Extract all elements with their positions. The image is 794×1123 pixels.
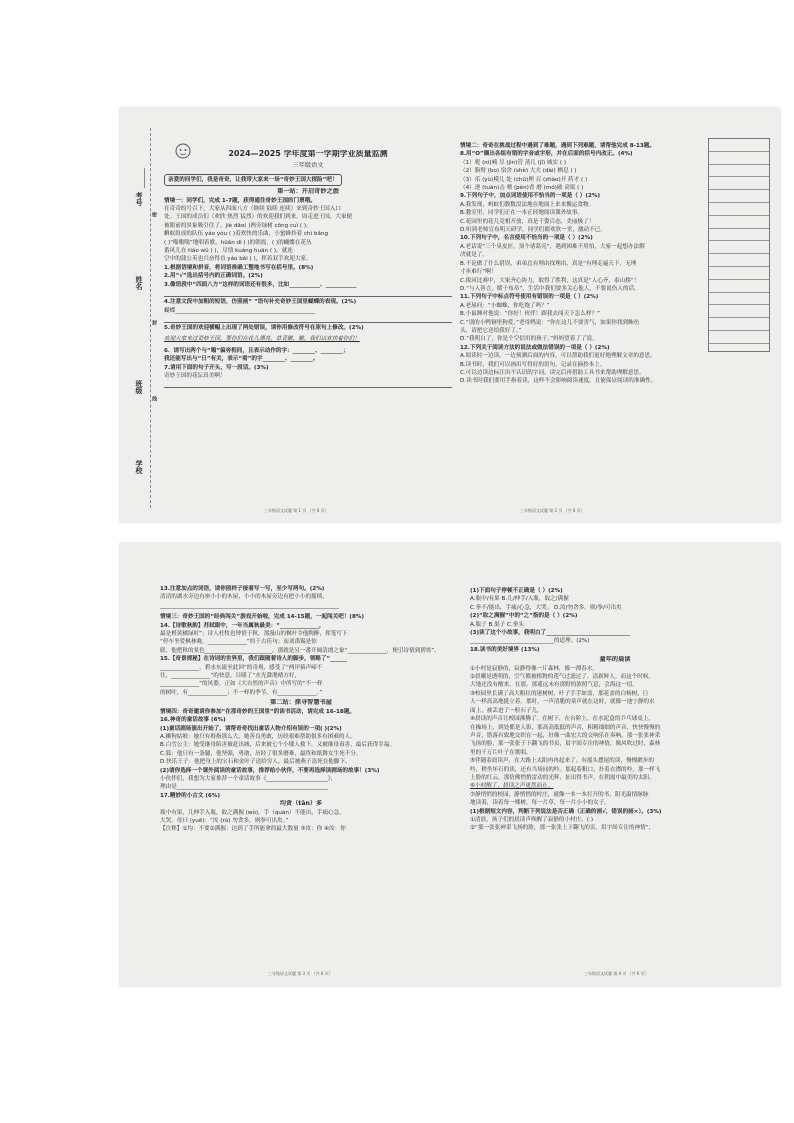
reading-line: 人一样高高地挺立着。那时，一声清脆的童声就在这时，就像一池宁静的水	[470, 699, 655, 706]
side-label-name: 姓名	[135, 276, 143, 290]
question-11: 11.下列句子中标点符号使用有错误的一项是（ ）(2%)	[460, 294, 599, 301]
answer-line[interactable]: ________________________________________________________________	[160, 602, 339, 609]
question-3: 3.像语段中“四面八方”这样的词语还有很多，比如___________、___________	[164, 281, 357, 288]
option-line: D.读书时我们要用手指着读，这样不会影响阅读速度，且能保证阅读的准确性。	[460, 378, 657, 385]
question-12: 12.下列关于阅读方法的说法或做法错误的一项是（ ）(2%)	[460, 344, 610, 351]
reading-line: ⑥小村醒了，晨读之声更然而止。	[470, 783, 554, 790]
classical-text-title: 均贪（tān）多	[279, 800, 323, 808]
score-cell	[709, 254, 769, 267]
question-5: 5.奇妙王国的欢迎横幅上出现了两处错误，请你用修改符号在原句上修改。(2%)	[164, 324, 364, 331]
judgement-line: ②“那一张张神采飞扬的脸，那一张张上下翻飞的页，眉宇间专注的神情”，	[470, 825, 655, 832]
passage-line: 联，他把秋的景色________________________，那就是另一番开阔清朗之象“______________，便引诗情到碧霄”。	[160, 647, 440, 654]
option-line: （4）逐 (tuān)击 喷 (pèn)香 磨 (mó)破 高梁 ( )	[460, 185, 584, 192]
page-3	[150, 543, 450, 986]
page-4-content	[470, 587, 760, 833]
passage-line: 番风儿在 tiáo wǔ ( )，尽情 kuáng huān ( )，就连	[164, 248, 293, 255]
recommend-line[interactable]: 小伙伴们，我想为大家推荐一个童话故事《______________________》，	[160, 775, 337, 782]
question-16: 16.神奇的童话故事 (6%)	[160, 717, 226, 724]
score-table	[708, 138, 770, 352]
passage-line: 的树叶，有______________；不一样的季节，有______________。”	[160, 689, 323, 696]
score-cell	[709, 229, 769, 242]
reading-line: 里的千万片叶子在歌唱。	[470, 749, 532, 756]
reading-line: 面上，被丢进了一粒石子儿。	[470, 707, 543, 714]
question-13: 13.注意加点的词语，请你照样子接着写一写，至少写两句。(2%)	[160, 586, 325, 592]
option-line: （3）乐 (yù)模儿 处 (chǔ)理 召 (zhào)开 药才 ( )	[460, 176, 588, 183]
page-2-content	[460, 142, 706, 386]
passage-line: “停车坐爱枫林晚，______________”的千古佳句；而刘禹锡是惊	[160, 639, 317, 646]
reading-line: ④晨读的声音让校园沸腾了。在树下，在台阶上，在水泥盒的乒乓球桌上，	[470, 716, 655, 723]
question-16-2: (2)请你选择一个课外阅读的童话故事，推荐给小伙伴，不要再选择读剧场的故事！(3%)	[160, 767, 380, 774]
score-cell	[709, 165, 769, 178]
page-4-footer: 三年级语文试题 第 4 页 （共 6 页）	[584, 971, 649, 976]
passage-line: 空中的蒲公英也兴奋得直 yáo bǎi ( )，挥着双手欢迎大家。	[164, 256, 312, 263]
option-line: 决就是了。	[460, 252, 488, 259]
classical-text-line: 大哭。母曰 (yuē)：“汝 (rǔ) 勿贪多，则拳可出矣。”	[160, 817, 289, 824]
judgement-line: ①清晨，孩子们的晨读声唤醒了寂静的小村庄。( )	[470, 816, 594, 823]
passage-line: 最是橙黄橘绿时”；诗人杜牧也钟情于秋，那漫山的枫叶令他陶醉，挥笔写下	[160, 631, 348, 638]
passage-line: 在奇奇的号召下，大家从四面八方（继续 陆续 连续）来到奇妙王国入口	[164, 206, 341, 213]
greeting-box: 亲爱的同学们，我是奇奇，让我带大家来一场“奇妙王国大探险”吧！	[164, 174, 342, 186]
score-cell	[709, 344, 769, 356]
option-line: A.狮狗姑娘：她只有拇指那么大，她善良勇敢，历经艰难帮助很多有困难的人。	[160, 733, 356, 740]
question-8: 8.用“O”圈出各组有错的字音或字形，并在后面的括号内改正。(4%)	[460, 151, 633, 158]
reason-line[interactable]: 理由是______________________________________________________	[160, 784, 328, 791]
score-cell	[709, 152, 769, 165]
option-line: D.快乐王子：他把身上的宝石和金叶子送给穷人，最后被燕子冻死在他脚下。	[160, 759, 351, 766]
exam-title: 2024—2025 学年度第一学期学业质量监测	[228, 150, 388, 158]
reading-line: ②晨曦是透明的，空气都被植物的莲气过滤过了，清新鲜人。而这个时候，	[470, 674, 655, 681]
question-18-1: (1)根据短文内容，判断下列说法是否正确（正确的画√，错误的画×）。(3%)	[470, 808, 662, 815]
question-2: 2.用“√”选出括号内的正确词语。(2%)	[164, 273, 263, 280]
score-cell	[709, 331, 769, 344]
question-17: 17.精妙的小古文 (6%)	[160, 792, 221, 799]
scenario-2: 情境二：奇奇在挑战过程中遇到了难题，遇到下列难题，请帮他完成 8-13题。	[460, 143, 655, 149]
classical-text-line: 瓶中有果，儿伸手入瓶，取之满握 (wò)，手（quán）不能出，手痛心急，	[160, 809, 345, 816]
score-cell	[709, 318, 769, 331]
passage-line: ______________，碧水东流至此回”的奇观，感受了“两岸猿声啼不	[160, 664, 323, 671]
side-label-school: 学校	[135, 460, 143, 474]
question-7: 7.请用下面的句子开头，写一段话。(3%)	[164, 364, 269, 371]
passage-line: 被眼前的景象吸引住了。jiè dāo( )两旁绿树 cōng cuì ( )，	[164, 222, 312, 229]
side-label-class: 班级	[135, 380, 143, 394]
option-line: B.读书时，我们可以画出写得好的语句，记录在摘抄本上。	[460, 361, 606, 368]
option-line: B.小鼠睡对他说：“你好！伙伴！跟我去闯天下怎么样？”	[460, 311, 601, 318]
passage-line: ______________”的风姿。正如《大自然的声音》中所写的“不一样	[160, 681, 323, 688]
score-cell	[709, 216, 769, 229]
question-17-2: (2)“取之满握”中的“之”指的是（ ）(2%)	[470, 613, 578, 620]
option-line: A.瓶中/有果 B.儿/伸手/入瓶，取之/满握	[470, 596, 569, 603]
option-line: A.阅读时一边读，一边预测后面的内容，可以帮助我们更好地理解文章的意思。	[460, 353, 656, 360]
score-cell	[709, 280, 769, 293]
passage-line: 住，______________”的快意，目睹了“水光潋滟晴方好，	[160, 673, 301, 680]
option-line: A.瓶子 B.果子 C.拳头	[470, 621, 524, 628]
score-cell	[709, 241, 769, 254]
option-line: C.拳不/能出，手痛/心急，大哭。 D.汝/勿贪多，则/拳/可出矣	[470, 604, 622, 611]
reading-line: 大地还没有醒来，在那，那遥远未有那野的浓照气息，会海这一切。	[470, 682, 638, 689]
option-line: D.“与人善言，暖于布帛”，生活中我们要多关心他人，不要说伤人的话。	[460, 285, 640, 292]
page-3-content	[160, 585, 442, 834]
reading-line: 上脸的红云，那仿佛悄悄雷动的光辉，扯出得书声，在朝霞中最美的太阳。	[470, 774, 655, 781]
passage-line: 蝌蚁组成的队伍 yáo yòu ( )着欢快的乐曲，小蜜蜂拎着 chì bǎng	[164, 231, 329, 238]
page-2	[460, 108, 710, 522]
question-14: 14.【诗歌秋韵】苏轼眼中，一年当属秋最美：“______________，	[160, 622, 325, 629]
option-line: B.教室里，同学们正在一本正经地阅读课外故事。	[460, 210, 584, 217]
reading-line: 地读着，读着每一棵树，每一片草，每一片小小的女子。	[470, 800, 610, 807]
exam-sheet-bottom	[120, 543, 780, 986]
seal-mark-mi: 密	[151, 212, 157, 217]
option-line: C.可以边读边标注出不认识的字词，读完后再借助工具书来帮助理解意思。	[460, 369, 645, 376]
question-4: 4.注意文段中加粗的短语，仿照画“ ”语句补充奇妙王国里蝴蝶的表现。(2%)	[164, 299, 357, 306]
score-cell	[709, 177, 769, 190]
reading-line: 吟，稍坐坏石的读，还有当场同的吟。那起着粗口，扑着衣襟的吟，那一样飞	[470, 766, 661, 773]
score-cell	[709, 305, 769, 318]
question-15: 15.【奇景探秘】在诗词的世界里，我们跟随着诗人的脚步，领略了“______	[160, 656, 347, 663]
reading-line: ⑦静悄悄的校园，静悄悄的村庄，就像一本一本打开的书，阳光温情脉脉	[470, 791, 649, 798]
page-4	[466, 543, 766, 986]
question-9: 9.下列句子中，加点词语使用不恰当的一项是（ ）(2%)	[460, 193, 601, 200]
station-1-heading: 第一站：开启奇妙之旅	[277, 188, 339, 196]
question-7-prompt: 奇妙王国的花坛真美啊！	[164, 372, 226, 379]
station-2-heading: 第二站：探寻智慧书屋	[270, 699, 332, 707]
page-1	[160, 108, 460, 522]
answer-line[interactable]	[164, 290, 452, 297]
write-line	[144, 168, 145, 188]
option-line: D.“我明白了，你是个空信用的孩子。”妈妈望着了了说。	[460, 336, 598, 343]
page-3-footer: 三年级语文试题 第 3 页 （共 6 页）	[268, 971, 333, 976]
answer-line[interactable]: ______________________________的道理。(2%)	[470, 638, 590, 645]
score-cell	[709, 267, 769, 280]
question-16-1: (1)童话剧场演出开始了，请帮奇奇找出童话人物介绍有误的一项( )(2%)	[160, 725, 342, 732]
side-label-exam-number: 考号	[135, 192, 143, 206]
binding-line	[150, 128, 151, 508]
option-line: C.花园里的花儿竞相开放，真是千姿百态，美丽极了！	[460, 218, 595, 225]
reading-line: 声音，错落有致地交织在一起，好像一曲宏大的交响乐在奏响。那一张张神采	[470, 732, 661, 739]
score-cell	[709, 190, 769, 203]
reading-line: ①小村是寂静的，寂静得像一片森林，像一潭春水。	[470, 665, 599, 672]
passage-line: 处。王国的成员们（欢欣 热烈 猛烈）的欢迎我们到来。周走进王国，大家便	[164, 214, 353, 221]
seal-mark-xian: 线	[151, 396, 157, 401]
score-cell	[709, 139, 769, 152]
page-1-footer: 三年级语文试题 第 1 页 （共 6 页）	[264, 508, 329, 513]
score-cell	[709, 293, 769, 306]
question-10: 10.下列句子中，名言使用不恰当的一项是（ ）(2%)	[460, 235, 593, 242]
option-line: D.听到老师宣布明天研学，同学们都欢欣一堂，激动不已。	[460, 227, 606, 234]
reading-title: 童年的晨读	[599, 656, 631, 664]
question-17-3: (3)读了这个小故事，我明白了______________________________	[470, 630, 631, 637]
scenario-4: 情境四：奇奇邀请你参加“在那奇妙的王国里”的读书活动，请完成 16-18题。	[160, 708, 356, 715]
question-6: 6．请写出两个与“嗡”偏旁相同，且表示动作的字：________、________；	[164, 347, 349, 354]
exam-subject: 三年级语文	[292, 162, 324, 170]
reading-line: ⑤伴随着晨读声，在大路上太阳冉冉起来了。有摇头摆尾的读，慢慢踱步的	[470, 758, 655, 765]
option-line: B.白雪公主：她受继母陷害被赶出城，后来被七个小矮人救下，又被继母毒害，最后获得幸福。	[160, 742, 395, 749]
option-line: C.拔河比赛中，大家齐心协力，取得了胜利，这真是“人心齐，泰山移”！	[460, 277, 640, 284]
scenario-1: 情境一：同学们，完成 1-7题，获得通往奇妙王国的门票哦。	[164, 197, 316, 204]
question-18: 18.读书的美好境界 (13%)	[470, 646, 540, 653]
example-sentence: 清清的湖水旁边有座小小的木屋，小小的木屋旁边有把小小的摇椅，	[160, 594, 328, 601]
exam-sheet-top	[120, 108, 780, 522]
page-2-footer: 三年级语文试题 第 2 页 （共 6 页）	[520, 508, 585, 513]
question-1: 1.根据语境和拼音，将词语准确工整地书写在括号里。(8%)	[164, 264, 314, 271]
option-line: C.狐：他只有一条腿，他坚强，勇敢，历经了很多磨难，最终和纸舞女生死不分。	[160, 750, 362, 757]
answer-line-butterfly[interactable]: 蝴蝶__________________________________________________	[164, 307, 316, 314]
option-line: 寸步难行”啊！	[460, 269, 497, 276]
answer-line[interactable]	[164, 316, 452, 323]
score-cell	[709, 203, 769, 216]
option-line: C.“别的小鸭铜里狗爱，”老母鸭说：“你在这儿不要害气，如果你找到鲔鱼	[460, 319, 640, 326]
reading-line: 在操场上，到处都是人影，那高高低低的声音，粗粗细细的声音，快快慢慢的	[470, 724, 661, 731]
passage-line: ( )“嗡嗡嗡”地唱着歌，hūān dì ( )的朝霞，( )的蝴蝶在花丛	[164, 239, 312, 246]
option-line: A.我发现，蚂蚁们数数没法地在地面上来来搬运食物。	[460, 201, 595, 208]
scenario-3: 情境三：奇妙王国的“经典闯关”游戏开始啦，完成 14-15题，一起闯关吧！(8%)	[160, 614, 365, 621]
banner-text: 欢迎大家来过奇妙王国，要你们在花儿漂亮，草青嫩，嫩，我们以欢快着你们！	[164, 336, 360, 343]
seal-mark-feng: 封	[151, 320, 157, 325]
option-line: （2）脂臂 (bo) 宿舍 (shè) 大夫 (dài) 栖息 ( )	[460, 168, 577, 175]
answer-line[interactable]	[164, 381, 452, 388]
page-1-content	[164, 150, 452, 389]
reading-line: 飞扬的脸，那一张张于下翻飞的书页，眉宇间专注的神情，像风吹过时，森林	[470, 741, 661, 748]
option-line: （1）呢 (ní)喃 尽 (jìn)管 蒸几 (jǐ) 城实 ( )	[460, 159, 567, 166]
question-6-part2: 我还能写出与“日”有关，表示“看”的字________、________。	[164, 356, 319, 363]
option-line: A.老话说“三个臭皮匠，顶个诸葛亮”，遇到困难不用怕，大家一起想办法解	[460, 243, 645, 250]
option-line: B.不论做了什么错误，弟弟总有理由找理由，真是“有理走遍天下，无理	[460, 260, 637, 267]
option-line: A.老屋问：“小蜘蛛，你吃饱了吗？”	[460, 302, 550, 309]
annotation-line: 【注释】①均：不要②满握：达到了手所能拿的最大数量 ③汝：你 ④汝：你	[160, 826, 346, 833]
question-17-1: (1)下面句子停顿不正确是（ ）(2%)	[470, 588, 563, 594]
reading-line: ③校园里长满了高大粗壮的迷树树，叶子手手如盖，那花盖的白杨树，巨	[470, 690, 649, 697]
option-line: 头，请把它送给我好了。”	[460, 327, 522, 334]
